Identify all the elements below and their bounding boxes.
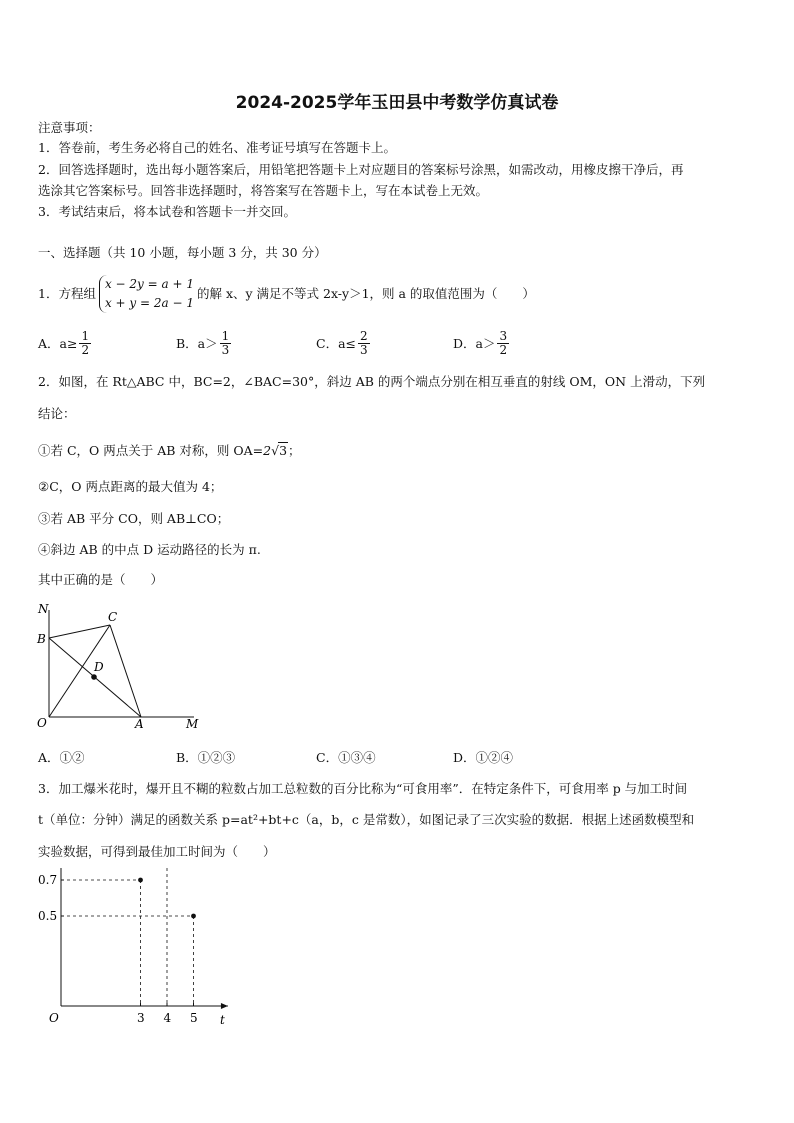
equation-2: x + y = 2a − 1 bbox=[104, 296, 194, 310]
option-label: B．a＞ bbox=[176, 335, 218, 351]
fraction: $\frac{3}{2}$ bbox=[499, 329, 508, 357]
option-label: C．a≤ bbox=[316, 335, 356, 351]
q1-option-a[interactable] bbox=[38, 330, 91, 357]
label-b: B bbox=[37, 632, 46, 646]
q2-option-c[interactable]: C．①③④ bbox=[316, 750, 376, 765]
fraction: $\frac{2}{3}$ bbox=[360, 329, 368, 357]
y-tick-label bbox=[38, 868, 57, 869]
y-tick-label: 0.7 bbox=[38, 873, 58, 887]
data-point bbox=[191, 914, 196, 919]
x-tick-label: 5 bbox=[190, 1011, 198, 1025]
label-a: A bbox=[135, 717, 144, 731]
option-label: D．a＞ bbox=[453, 335, 496, 351]
label-o: O bbox=[37, 716, 47, 730]
label-m: M bbox=[186, 717, 199, 731]
x-axis-arrow bbox=[221, 1003, 228, 1009]
q2-option-a[interactable]: A．①② bbox=[38, 750, 85, 765]
q2-conclusion-4: ④斜边 AB 的中点 D 运动路径的长为 π. bbox=[38, 542, 261, 557]
midpoint-d bbox=[91, 674, 97, 680]
label-n: N bbox=[38, 602, 49, 616]
q1-option-d[interactable] bbox=[453, 330, 509, 357]
q2-conclusion-1: ①若 C，O 两点关于 AB 对称，则 OA=2√3； bbox=[38, 443, 301, 458]
label-c: C bbox=[108, 610, 118, 624]
x-tick-label: 4 bbox=[163, 1011, 172, 1025]
segment-bc bbox=[49, 625, 110, 638]
q1-option-c[interactable] bbox=[316, 330, 370, 357]
x-tick-label: 3 bbox=[137, 1011, 145, 1025]
q1-option-b[interactable] bbox=[176, 330, 231, 357]
q2-conclusion-3: ③若 AB 平分 CO，则 AB⊥CO； bbox=[38, 511, 230, 526]
q2-ask: 其中正确的是（ ） bbox=[38, 572, 164, 587]
q3-line-1: 3．加工爆米花时，爆开且不糊的粒数占加工总粒数的百分比称为“可食用率”．在特定条件下，可食用率 p 与加工时间 bbox=[38, 781, 688, 796]
sqrt-sign: √ bbox=[271, 443, 280, 458]
label-d: D bbox=[94, 660, 104, 674]
fraction: $\frac{1}{2}$ bbox=[81, 329, 90, 357]
notice-item: 2．回答选择题时，选出每小题答案后，用铅笔把答题卡上对应题目的答案标号涂黑，如需改动，用橡皮擦干净后，再 bbox=[38, 162, 684, 177]
p-t-chart bbox=[36, 868, 246, 1033]
q1-suffix: 的解 x、y 满足不等式 2x-y＞1，则 a 的取值范围为（ ） bbox=[196, 286, 535, 301]
origin-label: O bbox=[49, 1011, 59, 1025]
section-heading: 一、选择题（共 10 小题，每小题 3 分，共 30 分） bbox=[38, 245, 327, 260]
page-title: 2024-2025学年玉田县中考数学仿真试卷 bbox=[235, 93, 559, 113]
notice-item: 1．答卷前，考生务必将自己的姓名、准考证号填写在答题卡上。 bbox=[38, 140, 396, 155]
data-point bbox=[138, 878, 143, 883]
q2-stem: 2．如图，在 Rt△ABC 中，BC=2，∠BAC=30°，斜边 AB 的两个端点分别在相互垂直的射线 OM，ON 上滑动，下列 bbox=[38, 374, 706, 389]
equation-system bbox=[99, 275, 194, 313]
q2-stem-cont: 结论： bbox=[38, 406, 76, 421]
fraction: $\frac{1}{3}$ bbox=[221, 329, 230, 357]
q3-line-2: t（单位：分钟）满足的函数关系 p=at²+bt+c（a，b，c 是常数），如图记录了三次实验的数据．根据上述函数模型和 bbox=[38, 812, 695, 827]
q2-conclusion-2: ②C，O 两点距离的最大值为 4； bbox=[38, 479, 223, 494]
q2-option-d[interactable]: D．①②④ bbox=[453, 750, 514, 765]
notice-heading: 注意事项： bbox=[38, 120, 101, 135]
y-tick-label: 0.5 bbox=[38, 909, 58, 923]
notice-item: 3．考试结束后，将本试卷和答题卡一并交回。 bbox=[38, 204, 296, 219]
q2-option-b[interactable]: B．①②③ bbox=[176, 750, 236, 765]
q1-prefix: 1．方程组 bbox=[38, 286, 96, 301]
option-label: A．a≥ bbox=[38, 335, 78, 351]
q3-line-3: 实验数据，可得到最佳加工时间为（ ） bbox=[38, 844, 276, 859]
x-axis-label: t bbox=[219, 1013, 225, 1027]
question-1-stem bbox=[38, 275, 535, 313]
geometry-figure bbox=[34, 600, 204, 732]
equation-1: x − 2y = a + 1 bbox=[104, 277, 194, 291]
notice-item: 选涂其它答案标号。回答非选择题时，将答案写在答题卡上，写在本试卷上无效。 bbox=[38, 183, 489, 198]
